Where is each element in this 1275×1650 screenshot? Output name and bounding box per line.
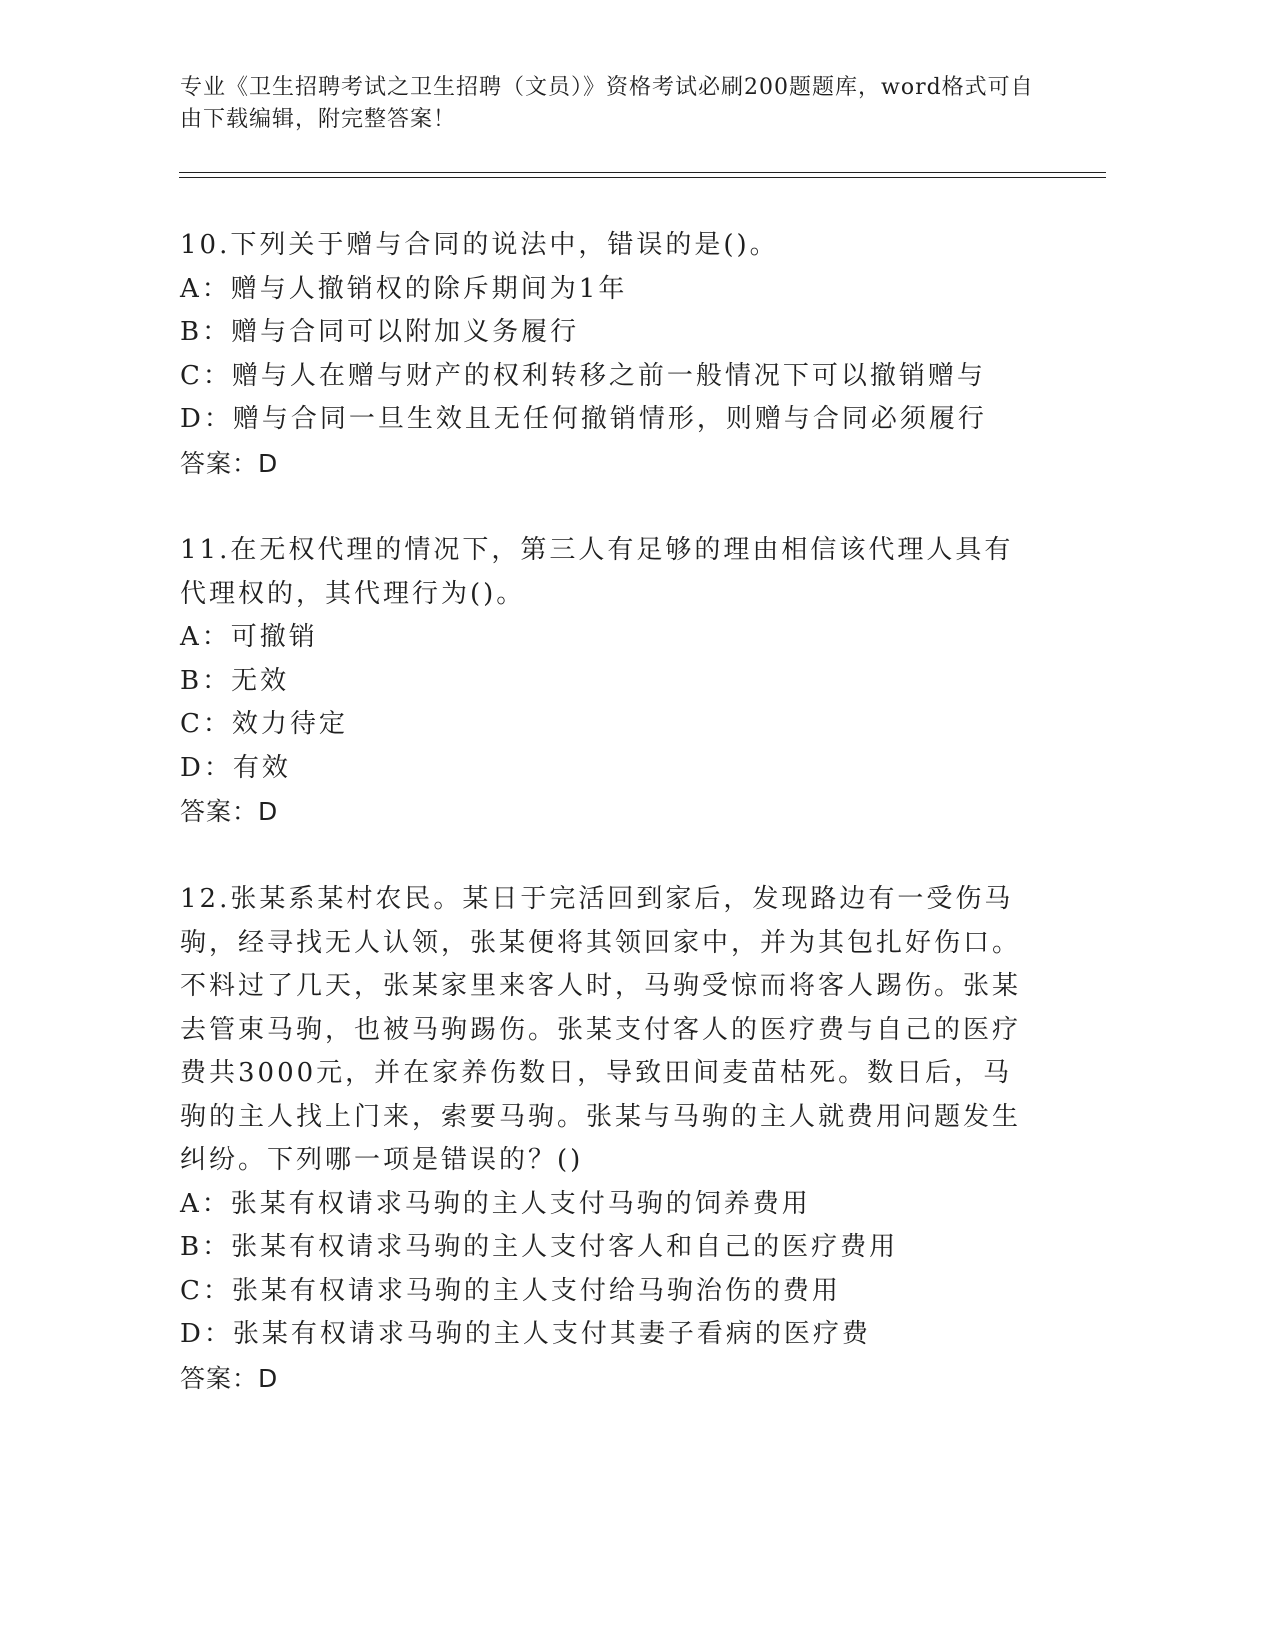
header-rule-bottom xyxy=(179,177,1106,178)
option-a: A：可撤销 xyxy=(180,622,318,652)
option-a: A：赠与人撤销权的除斥期间为1年 xyxy=(180,273,628,304)
option-b: B：赠与合同可以附加义务履行 xyxy=(180,317,580,347)
option-c: C：张某有权请求马驹的主人支付给马驹治伤的费用 xyxy=(180,1275,841,1306)
option-a: A：张某有权请求马驹的主人支付马驹的饲养费用 xyxy=(180,1188,811,1219)
question-10 xyxy=(180,224,1040,485)
option-d: D：有效 xyxy=(180,752,291,783)
answer: 答案：D xyxy=(180,1363,279,1393)
option-b: B：张某有权请求马驹的主人支付客人和自己的医疗费用 xyxy=(180,1232,899,1262)
option-d: D：张某有权请求马驹的主人支付其妻子看病的医疗费 xyxy=(180,1319,871,1349)
question-12 xyxy=(180,878,1040,1400)
question-stem: 12.张某系某村农民。某日于完活回到家后，发现路边有一受伤马驹，经寻找无人认领，张某便将其领回家中，并为其包扎好伤口。不料过了几天，张某家里来客人时，马驹受惊而将客人踢伤。张某去管束马驹，也被马驹踢伤。张某支付客人的医疗费与自己的医疗费共3000元，并在家养伤数日，导致田间麦苗枯死。数日后，马驹的主人找上门来，索要马驹。张某与马驹的主人就费用问题发生纠纷。下列哪一项是错误的？() xyxy=(180,884,1022,1175)
answer: 答案：D xyxy=(180,448,279,478)
question-stem: 10.下列关于赠与合同的说法中，错误的是()。 xyxy=(180,230,779,260)
option-d: D：赠与合同一旦生效且无任何撤销情形，则赠与合同必须履行 xyxy=(180,404,987,434)
question-stem: 11.在无权代理的情况下，第三人有足够的理由相信该代理人具有代理权的，其代理行为()。 xyxy=(180,535,1014,609)
question-11 xyxy=(180,529,1040,834)
header-rule-top xyxy=(179,172,1106,173)
option-c: C：赠与人在赠与财产的权利转移之前一般情况下可以撤销赠与 xyxy=(180,360,986,391)
option-c: C：效力待定 xyxy=(180,709,348,739)
option-b: B：无效 xyxy=(180,665,290,696)
document-title: 专业《卫生招聘考试之卫生招聘（文员）》资格考试必刷200题题库，word格式可自由下载编辑，附完整答案！ xyxy=(180,75,1034,132)
answer: 答案：D xyxy=(180,797,279,826)
document-header xyxy=(180,72,1040,136)
